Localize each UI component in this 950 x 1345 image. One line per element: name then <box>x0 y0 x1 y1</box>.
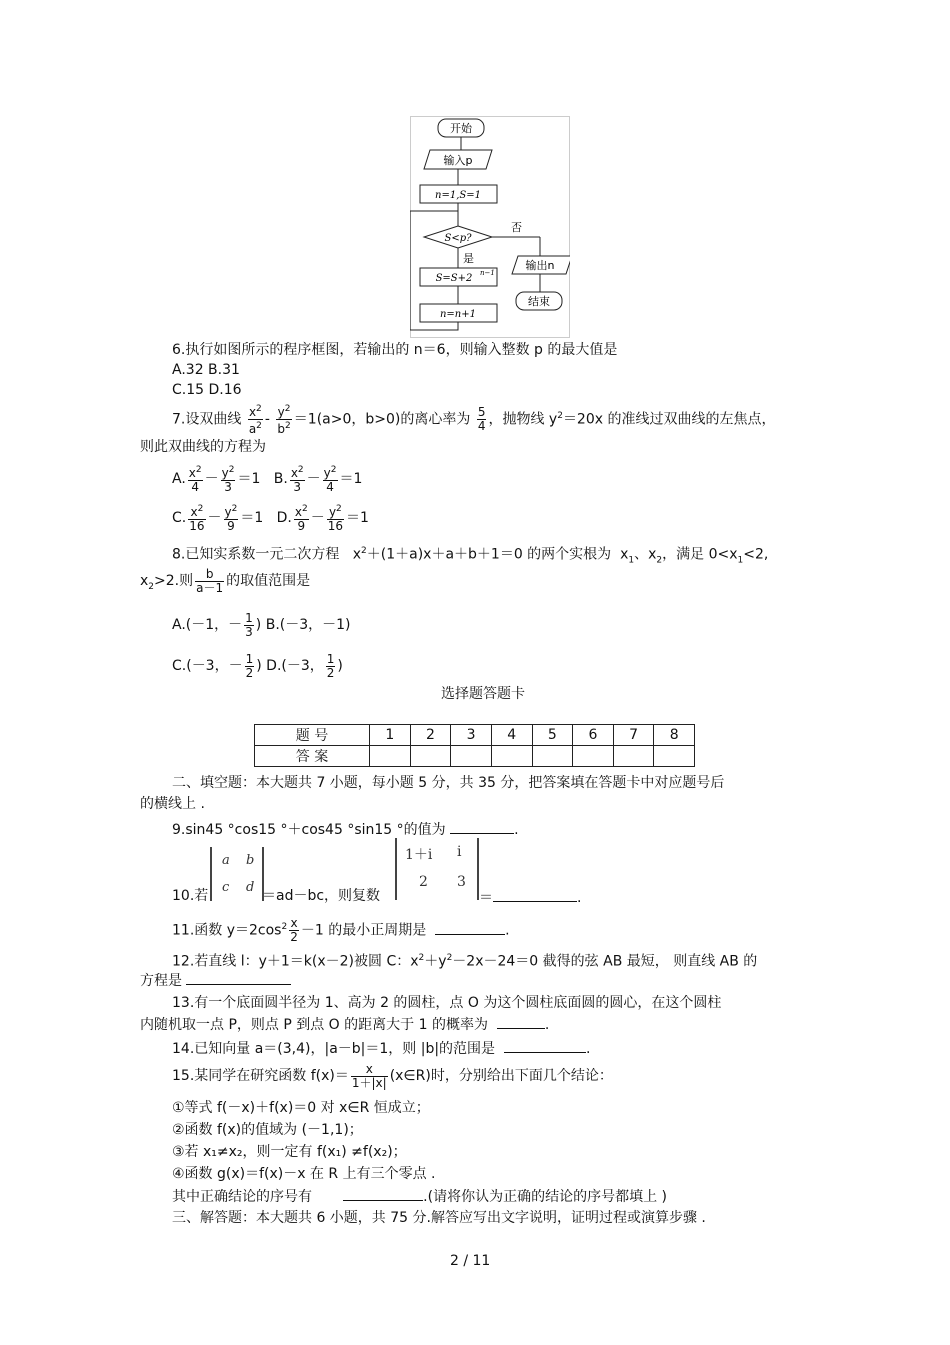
answer-cell[interactable] <box>451 746 492 767</box>
section3: 三、解答题：本大题共 6 小题，共 75 分.解答应写出文字说明，证明过程或演算步骤 . <box>172 1210 706 1226</box>
q7-options-cd: C. $\frac{x^2}{16}$ － $\frac{y^2}{9}$ ＝1 D. $\frac{x^2}{9}$ － $\frac{y^2}{16}$ ＝1 <box>172 504 369 533</box>
q15-last: 其中正确结论的序号有 .(请将你认为正确的结论的序号都填上 ) <box>172 1186 667 1206</box>
output-label: 输出n <box>525 259 555 272</box>
table-row <box>255 746 695 767</box>
q15-answer-blank[interactable] <box>343 1186 423 1201</box>
answer-cell[interactable] <box>613 746 654 767</box>
question-number: 4 <box>491 725 532 746</box>
answer-card-title: 选择题答题卡 <box>441 686 525 702</box>
answer-cell[interactable] <box>410 746 451 767</box>
q13-answer-blank[interactable] <box>497 1014 545 1029</box>
q12-line2: 方程是 <box>140 970 291 990</box>
question-number: 8 <box>654 725 695 746</box>
answer-cell[interactable] <box>491 746 532 767</box>
q14-answer-blank[interactable] <box>504 1038 586 1053</box>
page-number: 2 / 11 <box>450 1253 491 1269</box>
q6-options-cd: C.15 D.16 <box>172 382 242 398</box>
q15-stem: 15.某同学在研究函数 f(x)＝ $\frac{x}{1+|x|}$ (x∈R)时，分别给出下面几个结论： <box>172 1061 613 1090</box>
answer-cell[interactable] <box>370 746 411 767</box>
update-exponent: n−1 <box>480 269 495 277</box>
q15-conclusion-4: ④函数 g(x)＝f(x)－x 在 R 上有三个零点 . <box>172 1166 436 1182</box>
q7-stem: 7.设双曲线 $\frac{x^2}{a^2}$ - $\frac{y^2}{b^2}$ ＝1(a>0，b>0)的离心率为 $\frac{5}{4}$ ，抛物线 $y^2=20x$ 的准线过双曲线的左焦点， <box>172 404 776 437</box>
q6-stem: 6.执行如图所示的程序框图，若输出的 n＝6，则输入整数 p 的最大值是 <box>172 342 618 358</box>
answer-card-table <box>254 724 695 767</box>
q9-answer-blank[interactable] <box>450 819 514 834</box>
flowchart <box>410 116 570 338</box>
update-label: S=S+2 <box>435 273 473 284</box>
row-label: 答 案 <box>255 746 370 767</box>
q10-answer-blank[interactable] <box>493 887 577 902</box>
q15-conclusion-1: ①等式 f(－x)＋f(x)＝0 对 x∈R 恒成立； <box>172 1100 430 1116</box>
q13-line2: 内随机取一点 P，则点 P 到点 O 的距离大于 1 的概率为 . <box>140 1014 549 1034</box>
q6-options-ab: A.32 B.31 <box>172 362 240 378</box>
q9: 9.sin45 °cos15 °＋cos45 °sin15 °的值为 . <box>172 819 519 839</box>
q11: 11.函数 $y=2\cos^2$ $\frac{x}{2}$ －1 的最小正周期是 . <box>172 916 510 945</box>
q13-line1: 13.有一个底面圆半径为 1、高为 2 的圆柱，点 O 为这个圆柱底面圆的圆心，在这个圆柱 <box>172 995 722 1011</box>
q7-line2: 则此双曲线的方程为 <box>140 439 266 455</box>
section2-line2: 的横线上 . <box>140 796 205 812</box>
q10-tail: ＝ . <box>479 887 581 907</box>
end-label: 结束 <box>528 295 550 308</box>
q10-matrix-complex: 1＋i i 2 3 <box>395 838 479 900</box>
question-number: 3 <box>451 725 492 746</box>
q15-conclusion-3: ③若 x₁≠x₂，则一定有 f(x₁) ≠f(x₂)； <box>172 1144 407 1160</box>
table-row <box>255 725 695 746</box>
question-number: 5 <box>532 725 573 746</box>
q12-line1: 12.若直线 l：y＋1＝k(x－2)被圆 C：$x^2+y^2-2x-24=0$ 截得的弦 AB 最短， 则直线 AB 的 <box>172 953 758 970</box>
q11-answer-blank[interactable] <box>435 920 505 935</box>
no-label: 否 <box>511 221 522 234</box>
q10-lead: 10.若 <box>172 888 209 904</box>
question-number: 6 <box>573 725 614 746</box>
q14: 14.已知向量 a＝(3,4)，|a－b|＝1，则 |b|的范围是 . <box>172 1038 590 1058</box>
answer-cell[interactable] <box>573 746 614 767</box>
q7-options-ab: A. $\frac{x^2}{4}$ － $\frac{y^2}{3}$ ＝1 B. $\frac{x^2}{3}$ － $\frac{y^2}{4}$ ＝1 <box>172 465 363 494</box>
input-label: 输入p <box>443 154 473 167</box>
increment-label: n=n+1 <box>439 309 477 320</box>
section2-line1: 二、填空题：本大题共 7 小题，每小题 5 分，共 35 分，把答案填在答题卡中对应题号后 <box>172 775 725 791</box>
answer-cell[interactable] <box>532 746 573 767</box>
answer-cell[interactable] <box>654 746 695 767</box>
question-number: 2 <box>410 725 451 746</box>
decision-label: S<p? <box>444 233 472 244</box>
row-label: 题 号 <box>255 725 370 746</box>
q12-answer-blank[interactable] <box>186 970 291 985</box>
question-number: 7 <box>613 725 654 746</box>
q8-line2: $x_2>2$.则 $\frac{b}{a-1}$ 的取值范围是 <box>140 566 311 595</box>
start-label: 开始 <box>450 122 472 135</box>
question-number: 1 <box>370 725 411 746</box>
q10-mid: ＝ad－bc，则复数 <box>262 888 381 904</box>
q15-conclusion-2: ②函数 f(x)的值域为 (－1,1)； <box>172 1122 363 1138</box>
q8-stem: 8.已知实系数一元二次方程 $x^2+(1+a)x+a+b+1=0$ 的两个实根为 $x_1$、$x_2$，满足 $0<x_1<2$, <box>172 546 769 566</box>
q10-matrix-abcd: a b c d <box>210 847 264 901</box>
yes-label: 是 <box>463 252 474 265</box>
init-label: n=1,S=1 <box>435 190 481 201</box>
q8-options-cd: C.(－3，－ $\frac{1}{2}$ ) D.(－3， $\frac{1}{2}$ ) <box>172 651 343 680</box>
q8-options-ab: A.(－1，－ $\frac{1}{3}$ ) B.(－3，－1) <box>172 610 351 639</box>
